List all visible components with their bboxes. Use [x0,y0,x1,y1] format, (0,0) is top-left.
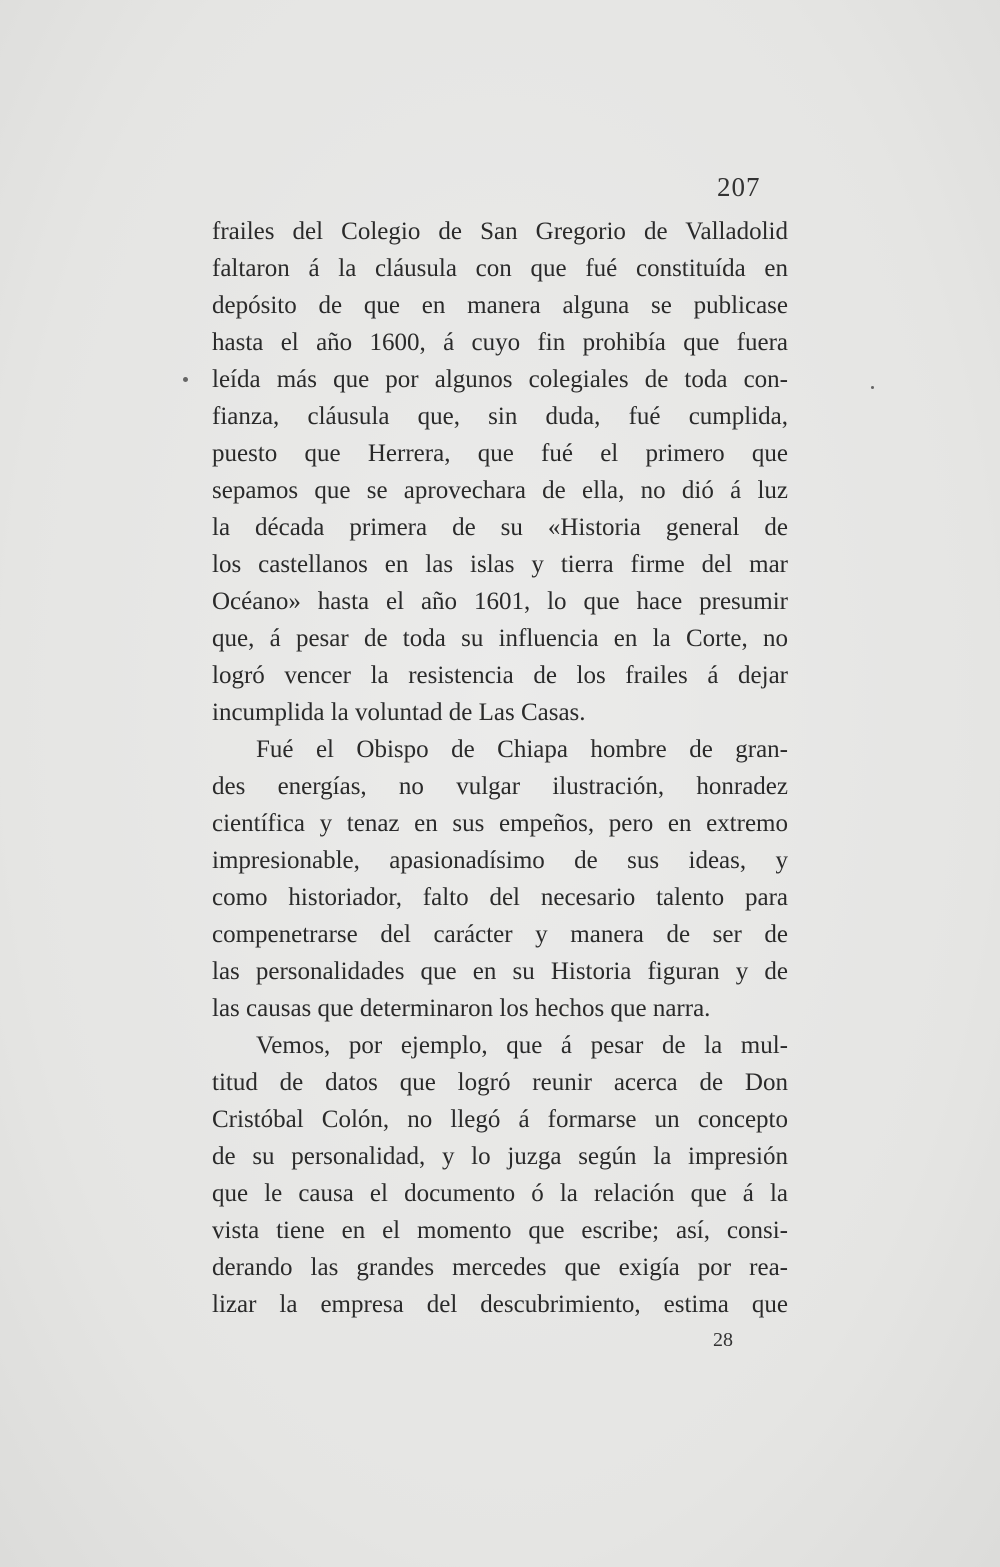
text-line: científica y tenaz en sus empeños, pero en extremo [212,810,788,837]
page-number: 207 [717,172,761,202]
body-text [212,213,788,1323]
text-line: des energías, no vulgar ilustración, honradez [212,773,788,800]
text-line: que, á pesar de toda su influencia en la Corte, no [212,625,788,652]
text-line: Cristóbal Colón, no llegó á formarse un concepto [212,1106,788,1133]
text-line: que le causa el documento ó la relación que á la [212,1180,788,1207]
text-line: las causas que determinaron los hechos que narra. [212,995,711,1022]
text-line: los castellanos en las islas y tierra firme del mar [212,551,788,578]
text-line: titud de datos que logró reunir acerca de Don [212,1069,788,1096]
text-line: Fué el Obispo de Chiapa hombre de gran- [256,736,788,763]
text-line: derando las grandes mercedes que exigía por rea- [212,1254,788,1281]
text-line: de su personalidad, y lo juzga según la impresión [212,1143,788,1170]
ink-speck [183,377,188,382]
text-line: sepamos que se aprovechara de ella, no dió á luz [212,477,788,504]
ink-speck [871,386,874,389]
text-line: la década primera de su «Historia general de [212,514,788,541]
text-line: logró vencer la resistencia de los frailes á dejar [212,662,788,689]
text-line: hasta el año 1600, á cuyo fin prohibía que fuera [212,329,788,356]
text-line: depósito de que en manera alguna se publicase [212,292,788,319]
text-line: frailes del Colegio de San Gregorio de Valladolid [212,218,788,245]
signature-mark: 28 [713,1329,733,1351]
text-line: impresionable, apasionadísimo de sus ideas, y [212,847,788,874]
text-line: lizar la empresa del descubrimiento, estima que [212,1291,788,1318]
text-line: fianza, cláusula que, sin duda, fué cumplida, [212,403,788,430]
text-line: Océano» hasta el año 1601, lo que hace presumir [212,588,788,615]
text-line: vista tiene en el momento que escribe; así, consi- [212,1217,788,1244]
text-line: incumplida la voluntad de Las Casas. [212,699,586,726]
text-line: faltaron á la cláusula con que fué constituída en [212,255,788,282]
text-line: leída más que por algunos colegiales de toda con- [212,366,788,393]
text-line: Vemos, por ejemplo, que á pesar de la mul- [256,1032,788,1059]
text-line: las personalidades que en su Historia figuran y de [212,958,788,985]
text-line: compenetrarse del carácter y manera de ser de [212,921,788,948]
text-line: como historiador, falto del necesario talento para [212,884,788,911]
text-line: puesto que Herrera, que fué el primero que [212,440,788,467]
